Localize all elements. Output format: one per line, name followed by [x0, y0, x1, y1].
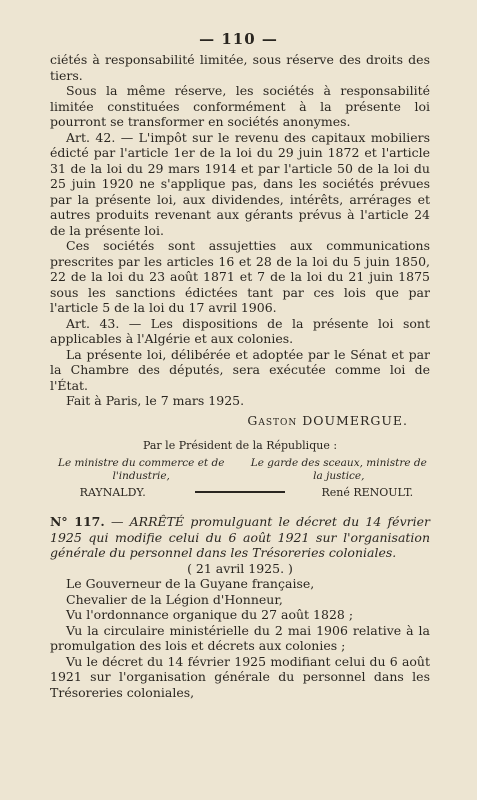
name-left: RAYNALDY. [79, 485, 146, 499]
article-42: Art. 42. — L'impôt sur le revenu des capitaux mobiliers édicté par l'article 1er de la loi du 29 juin 1872 et l'article 31 de la loi du 29 mars 1914 et par l'article 50 de la loi du 25 juin 1920 ne s'applique pas, dans les sociétés prévues par la présente loi, aux dividendes, intérêts, arrérages et autres produits revenant aux gérants prévus à l'article 24 de la présente loi. [50, 129, 430, 238]
paragraph: Sous la même réserve, les sociétés à responsabilité limitée constituées conformément à la présente loi pourront se transformer en sociétés anonymes. [50, 83, 430, 129]
decree-heading [50, 514, 430, 561]
document-body [50, 52, 430, 700]
decree-date: ( 21 avril 1925. ) [187, 560, 293, 576]
decree-title: — ARRÊTÉ promulguant le décret du 14 février 1925 qui modifie celui du 6 août 1921 sur l'organisation générale du personnel dans les Trésoreries coloniales. [50, 514, 430, 560]
minister-right: Le garde des sceaux, ministre de la justice, [250, 456, 427, 482]
name-right: René RENOULT. [321, 485, 414, 499]
decree-number: N° 117. [50, 514, 105, 529]
paragraph: ciétés à responsabilité limitée, sous réserve des droits des tiers. [50, 52, 430, 83]
minister-names [50, 485, 430, 501]
paragraph: Ces sociétés sont assujetties aux communications prescrites par les articles 16 et 28 de la loi du 5 juin 1850, 22 de la loi du 23 août 1871 et 7 de la loi du 21 juin 1875 sous les sanctions édictées tant par ces lois que par l'article 5 de la loi du 17 avril 1906. [50, 238, 430, 315]
minister-left: Le ministre du commerce et de l'industrie, [57, 456, 225, 482]
divider-rule [195, 491, 285, 493]
president-line: Par le Président de la République : [142, 439, 338, 452]
paragraph: Vu la circulaire ministérielle du 2 mai 1906 relative à la promulgation des lois et décrets aux colonies ; [50, 622, 430, 653]
ministers-block [50, 457, 430, 483]
paragraph: Vu l'ordonnance organique du 27 août 1828 ; [66, 607, 354, 622]
paragraph: Vu le décret du 14 février 1925 modifiant celui du 6 août 1921 sur l'organisation générale du personnel dans les Trésoreries coloniales, [50, 653, 430, 700]
paragraph: Chevalier de la Légion d'Honneur, [66, 591, 283, 607]
signature: Gaston DOUMERGUE. [247, 412, 408, 428]
paragraph: Le Gouverneur de la Guyane française, [66, 576, 315, 591]
article-43: Art. 43. — Les dispositions de la présente loi sont applicables à l'Algérie et aux colonies. [50, 315, 430, 346]
date-line: Fait à Paris, le 7 mars 1925. [66, 393, 245, 408]
page-number: — 110 — [199, 30, 278, 48]
paragraph: La présente loi, délibérée et adoptée par le Sénat et par la Chambre des députés, sera exécutée comme loi de l'État. [50, 346, 430, 393]
